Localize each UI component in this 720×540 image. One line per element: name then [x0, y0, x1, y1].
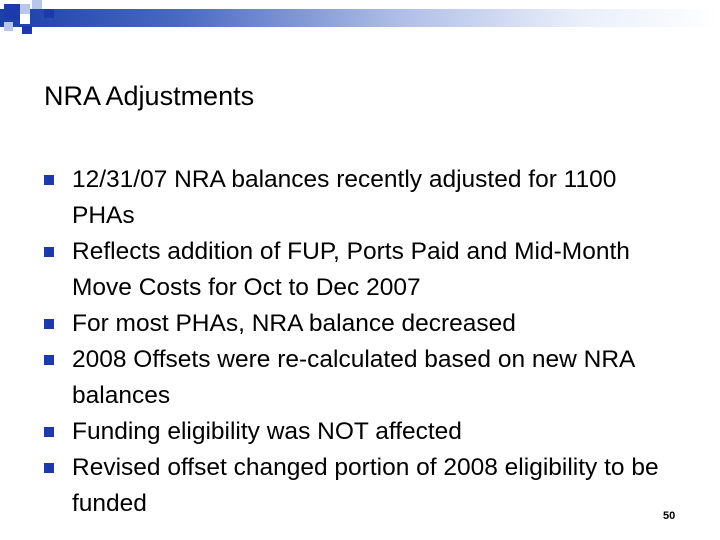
bullet-text: Reflects addition of FUP, Ports Paid and Mid-Month Move Costs for Oct to Dec 2007: [72, 238, 630, 301]
bullet-item: [0, 450, 682, 522]
bullet-list: [0, 162, 720, 522]
header-decoration-square: [20, 4, 30, 14]
square-bullet-icon: [44, 319, 54, 329]
bullet-item: [0, 162, 682, 234]
bullet-item: [0, 234, 682, 306]
square-bullet-icon: [44, 247, 54, 257]
bullet-item: [0, 414, 682, 450]
square-bullet-icon: [44, 355, 54, 365]
page-number: 50: [663, 510, 676, 522]
square-bullet-icon: [44, 427, 54, 437]
header-decoration-square: [32, 0, 42, 9]
header-decoration-square: [22, 26, 32, 34]
bullet-text: Revised offset changed portion of 2008 eligibility to be funded: [72, 454, 659, 517]
header-decoration-square: [44, 9, 54, 18]
bullet-item: [0, 306, 682, 342]
bullet-text: 12/31/07 NRA balances recently adjusted for 1100 PHAs: [72, 166, 617, 229]
square-bullet-icon: [44, 175, 54, 185]
bullet-text: 2008 Offsets were re-calculated based on new NRA balances: [72, 346, 635, 409]
header-decoration-square: [4, 22, 13, 31]
bullet-text: For most PHAs, NRA balance decreased: [72, 310, 516, 337]
header-gradient-bar: [0, 9, 720, 27]
header-decoration-square: [4, 4, 20, 20]
bullet-item: [0, 342, 682, 414]
slide-title: NRA Adjustments: [44, 81, 255, 111]
bullet-text: Funding eligibility was NOT affected: [72, 418, 462, 445]
square-bullet-icon: [44, 463, 54, 473]
header-decoration-square: [20, 14, 30, 24]
